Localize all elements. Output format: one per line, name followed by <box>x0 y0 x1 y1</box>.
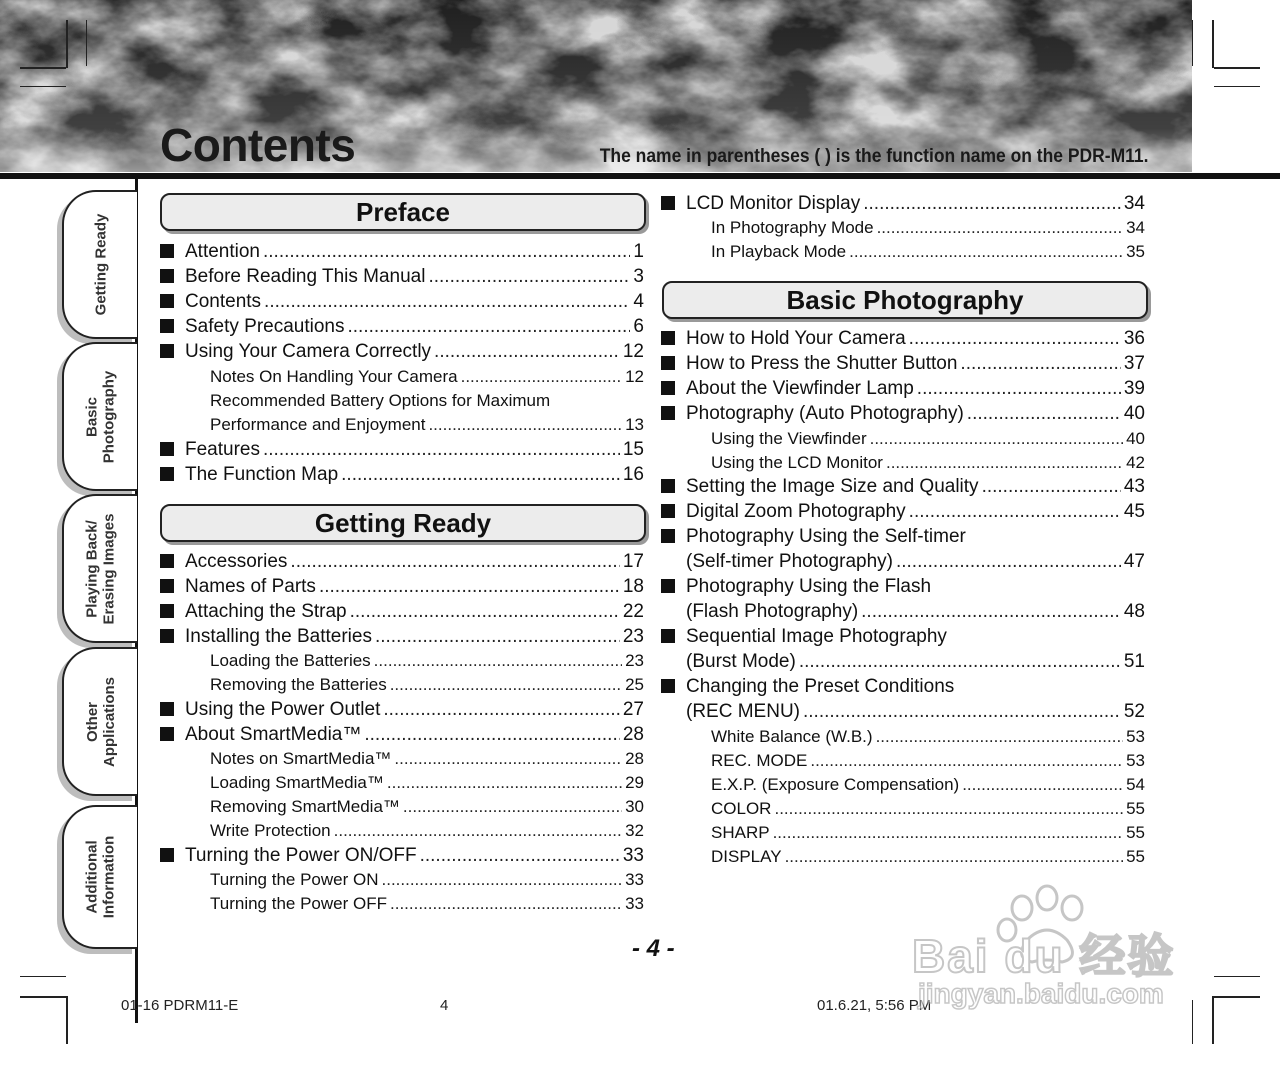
crop-mark <box>1214 67 1260 69</box>
page-ref: 13 <box>625 415 644 434</box>
entry-label: Loading the Batteries <box>210 651 371 670</box>
page-number: - 4 - <box>632 935 675 962</box>
entry-label: Names of Parts <box>185 576 316 597</box>
bullet-icon <box>661 479 675 493</box>
page-ref: 18 <box>622 576 644 597</box>
header-rule <box>0 173 1280 179</box>
toc-subentry[interactable] <box>210 367 644 391</box>
leader-dots <box>785 847 1124 867</box>
toc-subentry[interactable] <box>711 775 1145 799</box>
toc-entry[interactable] <box>661 403 1145 427</box>
page-ref: 33 <box>622 845 644 866</box>
leader-dots <box>967 403 1121 425</box>
watermark-url: jingyan.baidu.com <box>918 978 1164 1009</box>
page-ref: 4 <box>633 291 644 312</box>
toc-entry-continuation[interactable] <box>686 651 1145 675</box>
entry-label: Installing the Batteries <box>185 626 372 647</box>
leader-dots <box>909 328 1121 350</box>
bullet-icon <box>661 629 675 643</box>
entry-label: Turning the Power OFF <box>210 894 387 913</box>
leader-dots <box>403 797 622 817</box>
leader-dots <box>374 651 622 671</box>
page-ref: 28 <box>622 724 644 745</box>
entry-label: White Balance (W.B.) <box>711 727 873 746</box>
leader-dots <box>803 701 1121 723</box>
crop-mark <box>1212 996 1214 1044</box>
entry-label: Performance and Enjoyment <box>210 415 426 434</box>
leader-dots <box>909 501 1121 523</box>
leader-dots <box>394 749 622 769</box>
toc-entry[interactable] <box>661 576 1145 600</box>
leader-dots <box>960 353 1120 375</box>
entry-label: SHARP <box>711 823 770 842</box>
toc-subentry[interactable] <box>210 894 644 918</box>
toc-entry[interactable] <box>160 626 644 650</box>
toc-entry-continuation[interactable] <box>686 551 1145 575</box>
toc-entry[interactable] <box>160 601 644 625</box>
leader-dots <box>810 751 1123 771</box>
toc-subentry[interactable] <box>210 651 644 675</box>
page-ref: 17 <box>622 551 644 572</box>
bullet-icon <box>661 529 675 543</box>
page-title: Contents <box>160 119 356 171</box>
leader-dots <box>876 727 1124 747</box>
leader-dots <box>773 823 1124 843</box>
entry-label: Write Protection <box>210 821 331 840</box>
tab-label: Playing Back/ Erasing Images <box>83 513 118 624</box>
page-ref: 43 <box>1123 476 1145 497</box>
toc-subentry[interactable] <box>711 847 1145 871</box>
entry-label: LCD Monitor Display <box>686 193 861 214</box>
section-header-basic-photography: Basic Photography <box>662 281 1148 319</box>
leader-dots <box>428 266 630 288</box>
section-header-getting-ready: Getting Ready <box>160 504 646 542</box>
page-ref: 6 <box>633 316 644 337</box>
entry-label: Changing the Preset Conditions <box>686 676 955 697</box>
page-ref: 47 <box>1123 551 1145 572</box>
toc-entry[interactable] <box>160 551 644 575</box>
leader-dots <box>849 242 1123 262</box>
toc-subentry[interactable] <box>711 242 1145 266</box>
toc-entry[interactable] <box>160 316 644 340</box>
toc-subentry[interactable] <box>210 797 644 821</box>
bullet-icon <box>661 331 675 345</box>
entry-label: In Photography Mode <box>711 218 874 237</box>
toc-entry[interactable] <box>160 464 644 488</box>
page-ref: 23 <box>625 651 644 670</box>
tab-basic-photography[interactable] <box>62 342 137 491</box>
bullet-icon <box>160 702 174 716</box>
page-ref: 1 <box>633 241 644 262</box>
page-ref: 33 <box>625 894 644 913</box>
entry-label: Turning the Power ON/OFF <box>185 845 417 866</box>
crop-mark <box>20 996 66 998</box>
entry-label: Attention <box>185 241 260 262</box>
toc-entry[interactable] <box>661 626 1145 650</box>
page-ref: 48 <box>1123 601 1145 622</box>
toc-subentry[interactable] <box>210 415 644 439</box>
page-ref: 35 <box>1126 242 1145 261</box>
bullet-icon <box>160 319 174 333</box>
entry-label: About SmartMedia™ <box>185 724 362 745</box>
leader-dots <box>861 601 1121 623</box>
bullet-icon <box>160 467 174 481</box>
entry-label: Safety Precautions <box>185 316 345 337</box>
leader-dots <box>263 439 620 461</box>
watermark-text: Bai du 经验 <box>912 930 1176 982</box>
bullet-icon <box>160 604 174 618</box>
page-ref: 16 <box>622 464 644 485</box>
leader-dots <box>319 576 620 598</box>
page-ref: 39 <box>1123 378 1145 399</box>
entry-label: Photography Using the Flash <box>686 576 932 597</box>
entry-label: REC. MODE <box>711 751 808 770</box>
toc-entry[interactable] <box>661 378 1145 402</box>
toc-subentry[interactable] <box>711 751 1145 775</box>
bullet-icon <box>661 196 675 210</box>
tab-label: Getting Ready <box>92 213 109 316</box>
crop-mark <box>1214 976 1260 977</box>
page-ref: 53 <box>1126 751 1145 770</box>
toc-entry[interactable] <box>661 353 1145 377</box>
bullet-icon <box>661 679 675 693</box>
bullet-icon <box>661 504 675 518</box>
bullet-icon <box>160 269 174 283</box>
page-ref: 15 <box>622 439 644 460</box>
tab-label: Other Applications <box>83 676 118 767</box>
leader-dots <box>390 894 622 914</box>
entry-label: Contents <box>185 291 262 312</box>
page-ref: 55 <box>1126 799 1145 818</box>
footer-center: 4 <box>440 997 449 1014</box>
page-ref: 34 <box>1126 218 1145 237</box>
crop-mark <box>1214 86 1260 87</box>
toc-entry[interactable] <box>160 241 644 265</box>
entry-label: Accessories <box>185 551 288 572</box>
toc-subentry[interactable] <box>711 218 1145 242</box>
toc-subentry[interactable] <box>210 749 644 773</box>
page-ref: 36 <box>1123 328 1145 349</box>
page-ref: 40 <box>1126 429 1145 448</box>
entry-label: The Function Map <box>185 464 339 485</box>
leader-dots <box>982 476 1121 498</box>
entry-label: DISPLAY <box>711 847 782 866</box>
leader-dots <box>364 724 620 746</box>
leader-dots <box>382 870 623 890</box>
toc-entry[interactable] <box>160 724 644 748</box>
page-ref: 53 <box>1126 727 1145 746</box>
entry-label: Using the Viewfinder <box>711 429 867 448</box>
toc-subentry[interactable] <box>210 821 644 845</box>
bullet-icon <box>160 579 174 593</box>
entry-label: Removing the Batteries <box>210 675 387 694</box>
leader-dots <box>420 845 620 867</box>
page-ref: 54 <box>1126 775 1145 794</box>
entry-label: Digital Zoom Photography <box>686 501 906 522</box>
crop-mark <box>66 996 68 1044</box>
tab-getting-ready[interactable] <box>62 190 137 339</box>
entry-label: Features <box>185 439 260 460</box>
page-ref: 28 <box>625 749 644 768</box>
toc-subentry[interactable] <box>210 773 644 797</box>
leader-dots <box>799 651 1121 673</box>
leader-dots <box>886 453 1123 473</box>
leader-dots <box>870 429 1123 449</box>
entry-label: How to Press the Shutter Button <box>686 353 958 374</box>
leader-dots <box>461 367 622 387</box>
entry-label: E.X.P. (Exposure Compensation) <box>711 775 960 794</box>
entry-label: Notes on SmartMedia™ <box>210 749 392 768</box>
toc-entry[interactable] <box>661 476 1145 500</box>
toc-entry[interactable] <box>661 328 1145 352</box>
leader-dots <box>347 316 630 338</box>
page-ref: 27 <box>622 699 644 720</box>
leader-dots <box>334 821 622 841</box>
crop-mark <box>20 67 66 69</box>
entry-label: (Burst Mode) <box>686 651 796 672</box>
toc-subentry[interactable] <box>210 870 644 894</box>
toc-entry[interactable] <box>160 576 644 600</box>
entry-label: In Playback Mode <box>711 242 847 261</box>
toc-entry[interactable] <box>160 291 644 315</box>
page-ref: 3 <box>633 266 644 287</box>
bullet-icon <box>661 356 675 370</box>
toc-entry[interactable] <box>160 439 644 463</box>
toc-entry[interactable] <box>661 501 1145 525</box>
leader-dots <box>863 193 1121 215</box>
bullet-icon <box>160 442 174 456</box>
toc-subentry[interactable] <box>711 429 1145 453</box>
entry-label: Before Reading This Manual <box>185 266 426 287</box>
leader-dots <box>917 378 1121 400</box>
entry-label: Using the Power Outlet <box>185 699 381 720</box>
toc-subentry[interactable] <box>711 727 1145 751</box>
tab-label: Basic Photography <box>83 370 118 463</box>
entry-label: Photography Using the Self-timer <box>686 526 966 547</box>
entry-label: Turning the Power ON <box>210 870 379 889</box>
leader-dots <box>263 241 630 263</box>
entry-label: COLOR <box>711 799 772 818</box>
tab-label: Additional Information <box>83 835 118 919</box>
bullet-icon <box>160 294 174 308</box>
entry-label: About the Viewfinder Lamp <box>686 378 914 399</box>
bullet-icon <box>661 381 675 395</box>
leader-dots <box>350 601 620 623</box>
bullet-icon <box>160 848 174 862</box>
toc-entry[interactable] <box>661 526 1145 550</box>
page-ref: 22 <box>622 601 644 622</box>
toc-entry-continuation[interactable] <box>686 701 1145 725</box>
crop-mark <box>20 976 66 977</box>
leader-dots <box>341 464 620 486</box>
bullet-icon <box>160 344 174 358</box>
page-ref: 32 <box>625 821 644 840</box>
bullet-icon <box>661 406 675 420</box>
page-ref: 23 <box>622 626 644 647</box>
toc-subentry[interactable] <box>210 391 644 415</box>
page-ref: 34 <box>1123 193 1145 214</box>
entry-label: (Self-timer Photography) <box>686 551 893 572</box>
page-ref: 33 <box>625 870 644 889</box>
page-ref: 12 <box>622 341 644 362</box>
tab-additional-information[interactable] <box>62 805 137 949</box>
entry-label: (Flash Photography) <box>686 601 859 622</box>
page-ref: 37 <box>1123 353 1145 374</box>
bullet-icon <box>160 244 174 258</box>
entry-label: Using Your Camera Correctly <box>185 341 432 362</box>
page-ref: 40 <box>1123 403 1145 424</box>
toc-entry[interactable] <box>160 341 644 365</box>
entry-label: Loading SmartMedia™ <box>210 773 384 792</box>
crop-mark <box>20 86 66 87</box>
tab-playing-back[interactable] <box>62 494 137 643</box>
page-ref: 45 <box>1123 501 1145 522</box>
toc-entry[interactable] <box>661 676 1145 700</box>
page-ref: 55 <box>1126 847 1145 866</box>
entry-label: Attaching the Strap <box>185 601 347 622</box>
crop-mark <box>1192 20 1193 66</box>
toc-entry[interactable] <box>661 193 1145 217</box>
leader-dots <box>375 626 620 648</box>
entry-label: Notes On Handling Your Camera <box>210 367 458 386</box>
entry-label: Recommended Battery Options for Maximum <box>210 391 551 410</box>
page-ref: 29 <box>625 773 644 792</box>
crop-mark <box>1214 996 1260 998</box>
bullet-icon <box>160 727 174 741</box>
crop-mark <box>86 20 87 66</box>
leader-dots <box>774 799 1123 819</box>
leader-dots <box>264 291 630 313</box>
page-ref: 52 <box>1123 701 1145 722</box>
page-ref: 12 <box>625 367 644 386</box>
footer-right: 01.6.21, 5:56 PM <box>817 997 932 1014</box>
entry-label: Sequential Image Photography <box>686 626 947 647</box>
entry-label: (REC MENU) <box>686 701 800 722</box>
tab-other-applications[interactable] <box>62 647 137 796</box>
page-ref: 55 <box>1126 823 1145 842</box>
page-ref: 25 <box>625 675 644 694</box>
entry-label: How to Hold Your Camera <box>686 328 906 349</box>
entry-label: Removing SmartMedia™ <box>210 797 400 816</box>
toc-entry[interactable] <box>160 845 644 869</box>
bullet-icon <box>661 579 675 593</box>
leader-dots <box>896 551 1121 573</box>
crop-mark <box>66 20 68 68</box>
leader-dots <box>383 699 619 721</box>
crop-mark <box>1212 20 1214 68</box>
leader-dots <box>434 341 620 363</box>
page-ref: 42 <box>1126 453 1145 472</box>
toc-entry[interactable] <box>160 699 644 723</box>
leader-dots <box>877 218 1124 238</box>
bullet-icon <box>160 554 174 568</box>
toc-subentry[interactable] <box>711 823 1145 847</box>
footer-left: 01-16 PDRM11-E <box>121 997 239 1014</box>
baidu-watermark <box>912 880 1212 1020</box>
section-header-preface: Preface <box>160 193 646 231</box>
leader-dots <box>390 675 622 695</box>
entry-label: Photography (Auto Photography) <box>686 403 964 424</box>
leader-dots <box>290 551 619 573</box>
page-ref: 30 <box>625 797 644 816</box>
toc-entry[interactable] <box>160 266 644 290</box>
entry-label: Using the LCD Monitor <box>711 453 883 472</box>
page-ref: 51 <box>1123 651 1145 672</box>
leader-dots <box>428 415 622 435</box>
leader-dots <box>387 773 622 793</box>
bullet-icon <box>160 629 174 643</box>
toc-subentry[interactable] <box>711 453 1145 477</box>
toc-subentry[interactable] <box>210 675 644 699</box>
page-subtitle: The name in parentheses ( ) is the function name on the PDR-M11. <box>599 146 1148 167</box>
leader-dots <box>962 775 1123 795</box>
entry-label: Setting the Image Size and Quality <box>686 476 979 497</box>
toc-entry-continuation[interactable] <box>686 601 1145 625</box>
toc-subentry[interactable] <box>711 799 1145 823</box>
